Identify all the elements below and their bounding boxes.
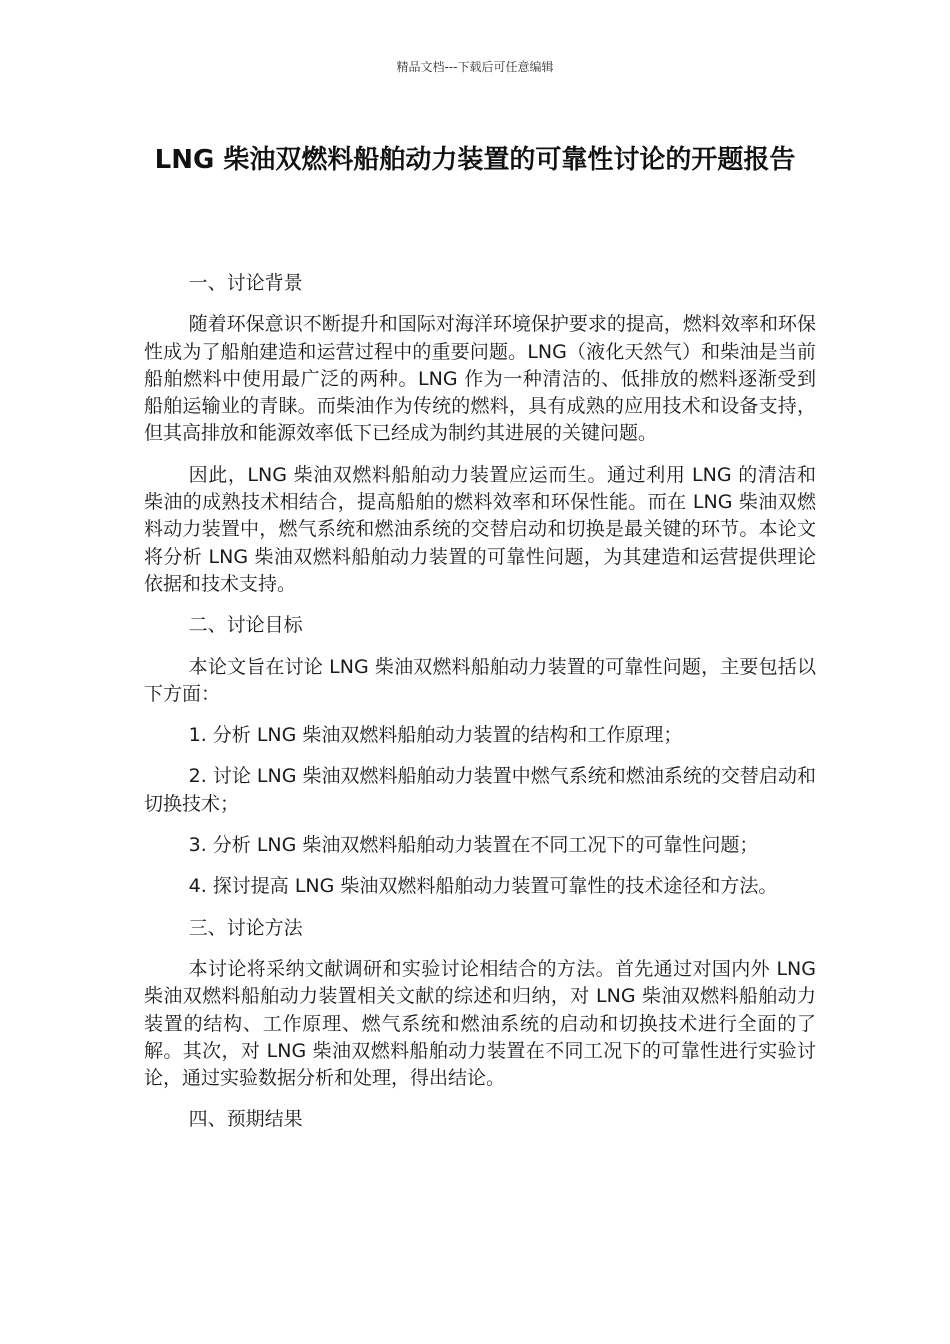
page-header: 精品文档---下载后可任意编辑 xyxy=(396,60,554,74)
document-title: LNG 柴油双燃料船舶动力装置的可靠性讨论的开题报告 xyxy=(154,145,796,175)
paragraph-goals-intro: 本论文旨在讨论 LNG 柴油双燃料船舶动力装置的可靠性问题，主要包括以下方面： xyxy=(144,655,816,705)
section-heading-expected-results: 四、预期结果 xyxy=(188,1108,303,1131)
goal-item-4: 4. 探讨提高 LNG 柴油双燃料船舶动力装置可靠性的技术途径和方法。 xyxy=(188,875,778,898)
paragraph-background-2: 因此，LNG 柴油双燃料船舶动力装置应运而生。通过利用 LNG 的清洁和柴油的成熟技术相结合，提高船舶的燃料效率和环保性能。而在 LNG 柴油双燃料动力装置中，燃气系统和燃油系统的交替启动和切换是最关键的环节。本论文将分析 LNG 柴油双燃料船舶动力装置的可靠性问题，为其建造和运营提供理论依据和技术支持。 xyxy=(144,463,816,595)
paragraph-background-1: 随着环保意识不断提升和国际对海洋环境保护要求的提高，燃料效率和环保性成为了船舶建造和运营过程中的重要问题。LNG（液化天然气）和柴油是当前船舶燃料中使用最广泛的两种。LNG 作为一种清洁的、低排放的燃料逐渐受到船舶运输业的青睐。而柴油作为传统的燃料，具有成熟的应用技术和设备支持，但其高排放和能源效率低下已经成为制约其进展的关键问题。 xyxy=(144,313,816,445)
section-heading-methods: 三、讨论方法 xyxy=(188,916,303,939)
goal-item-3: 3. 分析 LNG 柴油双燃料船舶动力装置在不同工况下的可靠性问题； xyxy=(188,834,759,857)
goal-item-2: 2. 讨论 LNG 柴油双燃料船舶动力装置中燃气系统和燃油系统的交替启动和切换技术； xyxy=(144,765,816,815)
section-heading-goals: 二、讨论目标 xyxy=(188,614,303,637)
goal-item-1: 1. 分析 LNG 柴油双燃料船舶动力装置的结构和工作原理； xyxy=(188,724,683,747)
paragraph-methods: 本讨论将采纳文献调研和实验讨论相结合的方法。首先通过对国内外 LNG 柴油双燃料船舶动力装置相关文献的综述和归纳，对 LNG 柴油双燃料船舶动力装置的结构、工作原理、燃气系统和燃油系统的启动和切换技术进行全面的了解。其次，对 LNG 柴油双燃料船舶动力装置在不同工况下的可靠性进行实验讨论，通过实验数据分析和处理，得出结论。 xyxy=(144,957,816,1090)
document-body xyxy=(144,270,816,1148)
section-heading-background: 一、讨论背景 xyxy=(188,272,303,294)
